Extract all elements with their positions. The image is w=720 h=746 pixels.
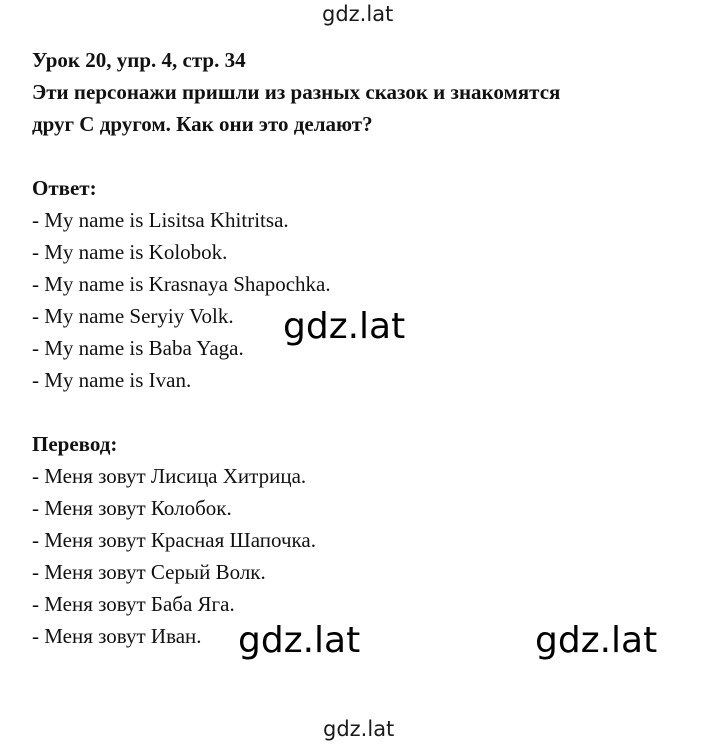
watermark-bottom: gdz.lat <box>323 717 395 741</box>
translation-line: - Меня зовут Серый Волк. <box>32 560 266 584</box>
watermark-top: gdz.lat <box>322 2 394 26</box>
translation-line: - Меня зовут Иван. <box>32 624 202 648</box>
watermark-middle: gdz.lat <box>283 306 406 347</box>
lesson-reference: Урок 20, упр. 4, стр. 34 <box>32 48 246 72</box>
answer-line: - My name is Kolobok. <box>32 240 228 264</box>
answer-line: - My name is Ivan. <box>32 368 192 392</box>
translation-line: - Меня зовут Красная Шапочка. <box>32 528 316 552</box>
answer-list <box>32 204 692 396</box>
translation-line: - Меня зовут Лисица Хитрица. <box>32 464 307 488</box>
answer-line: - My name is Lisitsa Khitritsa. <box>32 208 289 232</box>
answer-line: - My name Seryiy Volk. <box>32 304 234 328</box>
watermark-lower-left: gdz.lat <box>238 620 361 661</box>
translation-title: Перевод: <box>32 432 118 456</box>
task-text-line-2: друг С другом. Как они это делают? <box>32 112 373 136</box>
answer-line: - My name is Baba Yaga. <box>32 336 244 360</box>
answer-title: Ответ: <box>32 176 97 200</box>
task-text-line-1: Эти персонажи пришли из разных сказок и знакомятся <box>32 80 561 104</box>
watermark-lower-right: gdz.lat <box>535 620 658 661</box>
answer-line: - My name is Krasnaya Shapochka. <box>32 272 331 296</box>
document-body <box>32 44 692 652</box>
translation-line: - Меня зовут Колобок. <box>32 496 232 520</box>
translation-line: - Меня зовут Баба Яга. <box>32 592 235 616</box>
